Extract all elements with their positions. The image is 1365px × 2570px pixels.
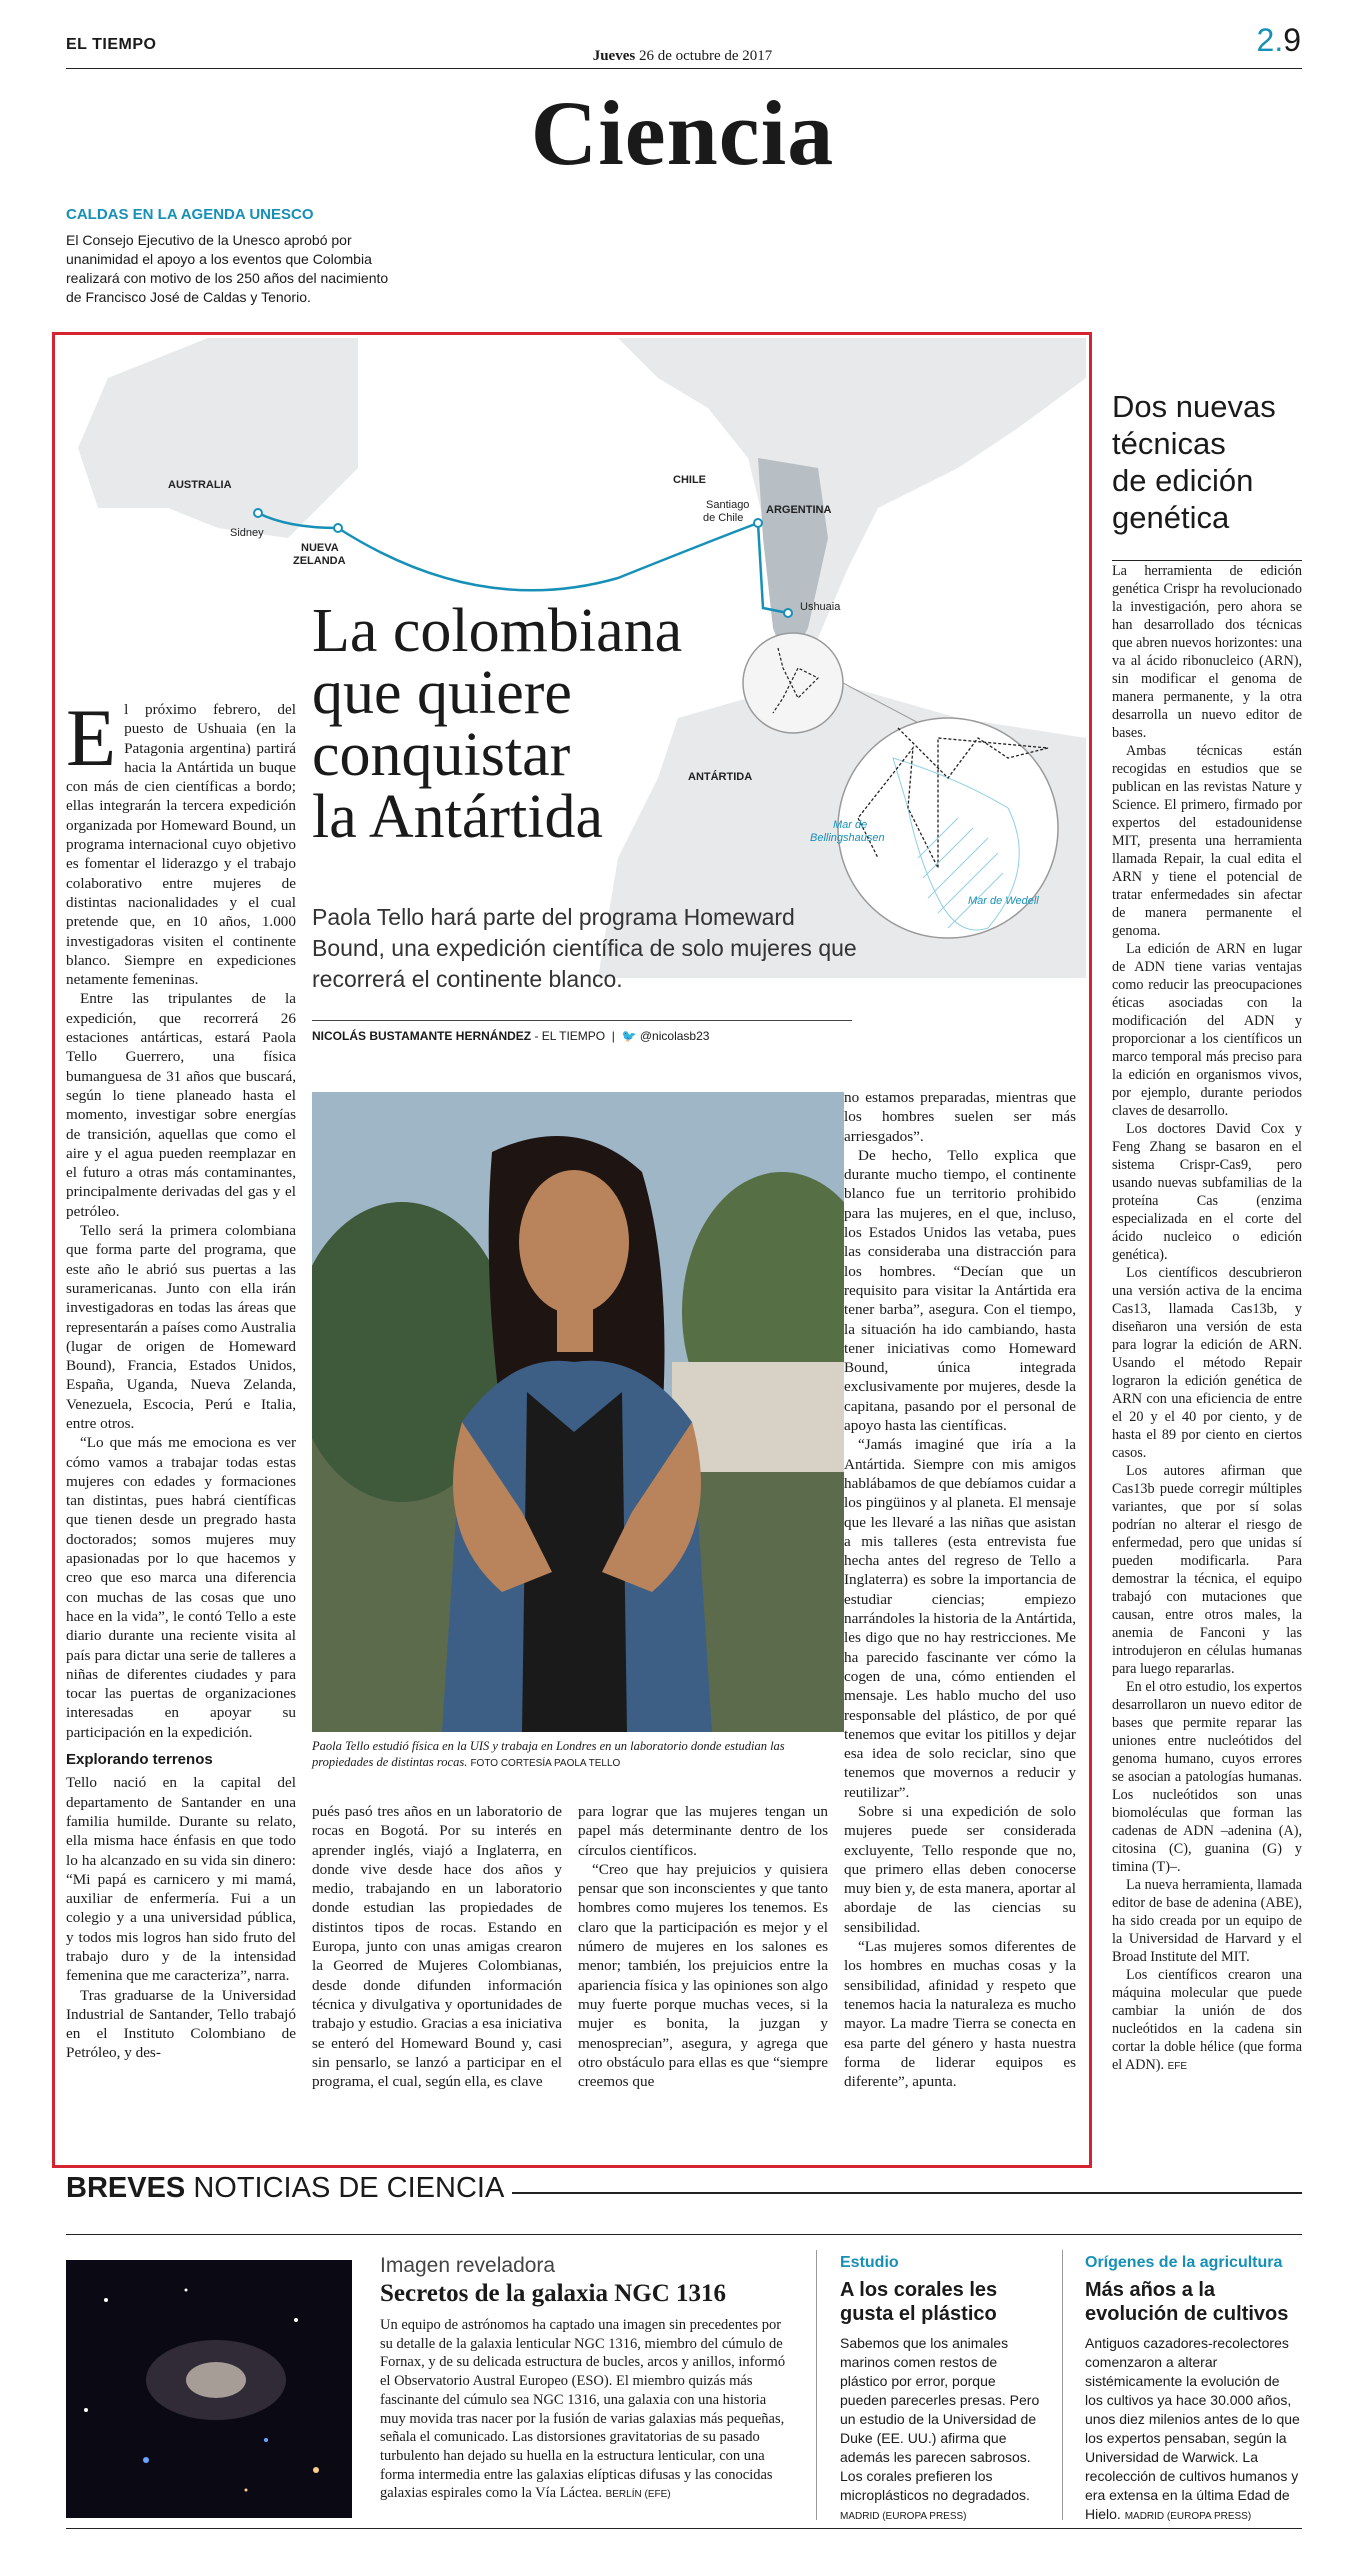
main-column-1: E l próximo febrero, del puesto de Ushuaia (en la Patagonia argentina) partirá hacia la Antártida un buque con más de cien científicas a bordo; ellas integrarán la tercera expedición organizada por Homeward Bound, un programa internacional cuyo objetivo es fomentar el liderazgo y el trabajo colaborativo entre mujeres de distintas nacionalidades y el cual pretende que, en 10 años, 1.000 investigadoras visiten el continente blanco. Siempre en expediciones netamente femeninas. Entre las tripulantes de la expedición, que recorrerá 26 estaciones antárticas, estará Paola Tello Guerrero, una física bumanguesa de 31 años que buscará, según lo tiene planeado hasta el momento, investigar sobre energías de transición, aquellas que como el aire y el agua pueden reemplazar en el futuro a otras más contaminantes, principalmente derivadas del gas y el petróleo. Tello será la primera colombiana que forma parte del programa, que este año le abrió sus puertas a las suramericanas. Junto con ella irán investigadoras en todas las áreas que representarán a países como Australia (lugar de origen de Homeward Bound), Francia, Estados Unidos, España, Uganda, Nueva Zelanda, Venezuela, Escocia, Perú e Italia, entre otros. “Lo que más me emociona es ver cómo vamos a trabajar todas estas mujeres con edades y formaciones tan distintas, pues habrá científicas que tienen desde un pregrado hasta doctorados; somos mujeres muy apasionadas por lo que hacemos y creo que eso marca una diferencia con muchas de las cosas que uno hace en la vida”, le contó Tello a este diario durante una reciente visita al país para dictar una serie de talleres a niñas de diferentes ciudades y para tocar las puertas de organizaciones interesadas en apoyar su participación en la expedición. Explorando terrenos Tello nació en la capital del departamento de Santander en una familia humilde. Durante su relato, ella misma hace énfasis en que todo lo ha alcanzado en su vida sin dinero: “Mi papá es carnicero y mi mamá, auxiliar de enfermería. Fui a un colegio y a una universidad pública, y todos mis logros han sido fruto del trabajo duro y de la intensidad femenina que me caracteriza”, narra. Tras graduarse de la Universidad Industrial de Santander, Tello trabajó en el Instituto Colombiano de Petróleo, y des-	[66, 692, 296, 2062]
breve-1: Imagen reveladora Secretos de la galaxia NGC 1316 Un equipo de astrónomos ha captado una imagen sin precedentes por su detalle de la galaxia lenticular NGC 1316, miembro del cúmulo de Fornax, y de su delicada estructura de bucles, arcos y anillos, informó el Observatorio Austral Europeo (ESO). El miembro quizás más fascinante del cúmulo sea NGC 1316, una galaxia con una historia muy movida tras nacer por la fusión de varias galaxias más pequeñas, señala el comunicado. Las distorsiones gravitatorias de su pasado turbulento han dejado su huella en la estructura lenticular, con una forma intermedia entre las galaxias elípticas difusas y las conocidas galaxias espirales como la Vía Láctea. BERLÍN (EFE)	[380, 2254, 786, 2502]
new-zealand-marker	[334, 524, 342, 532]
main-column-4: no estamos preparadas, mientras que los hombres suelen ser más arriesgados”. De hecho, Tello explica que durante mucho tiempo, el continente blanco fue un territorio prohibido para las mujeres, en el que, incluso, los Estados Unidos las vetaba, pues las consideraba una distracción para los hombres. “Decían que un requisito para visitar la Antártida era tener barba”, asegura. Con el tiempo, la situación ha ido cambiando, hasta tener iniciativas como Homeward Bound, única integrada exclusivamente por mujeres, desde la capitana, pasando por el personal de apoyo hasta las científicas. “Jamás imaginé que iría a la Antártida. Siempre con mis amigos hablábamos de que debíamos cuidar a los pingüinos y al planeta. El mensaje que les llevaré a las niñas que asistan a mis talleres (esta entrevista fue hecha antes del regreso de Tello a Inglaterra) es sobre la importancia de estudiar ciencias; empiezo narrándoles la historia de la Antártida, les digo que no hay restricciones. Me ha parecido fascinante ver cómo la cogen de una, cómo entienden el mensaje. Les hablo mucho del uso responsable del plástico, de por qué tenemos que evitar los pitillos y dejar esa idea de solo reciclar, sino que tenemos que movernos a reducir y reutilizar”. Sobre si una expedición de solo mujeres puede ser considerada excluyente, Tello responde que no, que primero ellas deben conocerse muy bien y, de esta manera, aportar al abordaje de las ciencias su sensibilidad. “Las mujeres somos diferentes de los hombres en muchas cosas y la sensibilidad, afinidad y respeto que tenemos hacia la naturaleza es mucho mayor. La madre Tierra se conecta en esa parte del género y hasta nuestra forma de liderar equipos es diferente”, apunta.	[844, 1089, 1076, 2091]
kicker-title: CALDAS EN LA AGENDA UNESCO	[66, 206, 314, 223]
sidney-marker	[254, 509, 262, 517]
main-deck: Paola Tello hará parte del programa Homeward Bound, una expedición científica de solo mujeres que recorrerá el continente blanco.	[312, 904, 857, 992]
masthead: EL TIEMPO	[66, 36, 157, 53]
label-antartida: ANTÁRTIDA	[688, 771, 753, 783]
sidebar-body: La herramienta de edición genética Crispr ha revolucionado la investigación, pero ahora se han desarrollado dos técnicas que abren nuevos horizontes: una va al ácido ribonucleico (ARN), sin modificar el genoma de manera permanente, y la otra desarrolla un nuevo editor de bases. Ambas técnicas están recogidas en estudios que se publican en las revistas Nature y Science. El primero, firmado por expertos del estadounidense MIT, presenta una herramienta llamada Repair, la cual edita el ARN y tiene el potencial de tratar enfermedades sin afectar de manera permanente el genoma. La edición de ARN en lugar de ADN tiene varias ventajas como reducir las preocupaciones éticas asociadas con la modificación del ADN y proporcionar a los científicos un marco temporal más preciso para la edición en organismos vivos, por ejemplo, durante periodos claves de desarrollo. Los doctores David Cox y Feng Zhang se basaron en el sistema Crispr-Cas9, pero usando nuevas subfamilias de la proteína Cas (enzima especializada en el corte del ácido nucleico o edición genética). Los científicos descubrieron una versión activa de la encima Cas13, llamada Cas13b, y diseñaron una versión de esta para lograr la edición de ARN. Usando el método Repair lograron la edición genética de ARN con una eficiencia de entre el 20 y el 40 por ciento, y de hasta el 89 por ciento en ciertos casos. Los autores afirman que Cas13b puede corregir múltiples variantes, que por sí solas podrían no alterar el riesgo de enfermedad, pero que unidas sí pueden modificarla. Para demostrar la técnica, el equipo trabajó con mutaciones que causan, entre otros males, la anemia de Fanconi y las introdujeron en células humanas para luego repararlas. En el otro estudio, los expertos desarrollaron un nuevo editor de bases que permite reparar las uniones entre nucleótidos del genoma humano, cuyos errores se asocian a patologías humanas. Los nucleótidos son unas biomoléculas que forman las cadenas de ADN –adenina (A), citosina (C), guanina (G) y timina (T)–. La nueva herramienta, llamada editor de base de adenina (ABE), ha sido creada por un equipo de la Universidad de Harvard y el Broad Institute del MIT. Los científicos crearon una máquina molecular que puede cambiar la unión de dos nucleótidos en la cadena sin cortar la doble hélice (que forma el ADN). EFE	[1112, 563, 1302, 2073]
sidebar-rule	[1112, 560, 1302, 561]
label-sidney: Sidney	[230, 527, 264, 539]
label-chile: CHILE	[673, 474, 706, 486]
dateline: Jueves 26 de octubre de 2017	[592, 48, 773, 64]
main-column-2: pués pasó tres años en un laboratorio de rocas en Bogotá. Por su interés en aprender inglés, viajó a Inglaterra, en donde vive desde hace dos años y medio, trabajando en un laboratorio donde estudian las propiedades de distintos tipos de rocas. Estando en Europa, junto con unas amigas crearon la Georred de Mujeres Colombianas, desde donde difunden información técnica y divulgativa y oportunidades de trabajo y estudio. Gracias a esa iniciativa se enteró del Homeward Bound y, casi sin pensarlo, se lanzó a participar en el programa, el cual, según ella, es clave	[312, 1803, 562, 2091]
label-nz2: ZELANDA	[293, 555, 346, 567]
drop-cap: E	[66, 692, 117, 783]
breve-3: Orígenes de la agricultura Más años a la evolución de cultivos Antiguos cazadores-recolectores comenzaron a alterar sistémicamente la evolución de los cultivos ya hace 30.000 años, unos diez milenios antes de lo que los expertos pensaban, según la Universidad de Warwick. La recolección de cultivos humanos y era extensa en la última Edad de Hielo. MADRID (EUROPA PRESS)	[1085, 2254, 1300, 2522]
main-headline: La colombiana que quiere conquistar la Antártida	[312, 597, 683, 851]
label-australia: AUSTRALIA	[168, 479, 232, 491]
label-bell2: Bellingshausen	[810, 832, 885, 844]
sidebar-headline: Dos nuevas técnicas de edición genética	[1112, 389, 1276, 535]
byline: NICOLÁS BUSTAMANTE HERNÁNDEZ - EL TIEMPO | 🐦 @nicolasb23	[312, 1020, 852, 1043]
label-bell1: Mar de	[833, 819, 868, 831]
label-santiago1: Santiago	[706, 499, 750, 511]
breves-rule	[66, 2234, 1302, 2235]
label-ushuaia: Ushuaia	[800, 601, 841, 613]
footer-rule	[66, 2528, 1302, 2529]
santiago-marker	[754, 519, 762, 527]
paola-tello-photo	[312, 1092, 844, 1732]
section-title: Ciencia	[530, 82, 835, 184]
galaxy-image	[66, 2260, 352, 2518]
main-column-3: para lograr que las mujeres tengan un papel más determinante dentro de los círculos científicos. “Creo que hay prejuicios y quisiera pensar que son inconscientes y que tanto hombres como mujeres los tenemos. Es claro que la participación es mejor y el número de mujeres en los salones es menor; también, los prejuicios entre la apariencia física y las opiniones son algo muy fuerte porque muchas veces, si la mujer es bonita, la juzgan y menosprecian”, asegura, y agrega que otro obstáculo para ellas es que “siempre creemos que	[578, 1803, 828, 2091]
top-rule	[66, 68, 1302, 69]
label-nz1: NUEVA	[301, 542, 339, 554]
label-wedell: Mar de Wedell	[968, 895, 1039, 907]
subhead: Explorando terrenos	[66, 1751, 213, 1769]
twitter-icon: 🐦	[621, 1029, 637, 1043]
breve-divider-1	[816, 2250, 817, 2520]
breve-divider-2	[1062, 2250, 1063, 2520]
page-number: 2.9	[1256, 22, 1301, 58]
breve-2: Estudio A los corales les gusta el plástico Sabemos que los animales marinos comen restos de plástico por error, porque pueden parecerles presas. Pero un estudio de la Universidad de Duke (EE. UU.) afirma que además les parecen sabrosos. Los corales prefieren los microplásticos no degradados. MADRID (EUROPA PRESS)	[840, 2254, 1040, 2522]
breves-label: BREVES NOTICIAS DE CIENCIA	[66, 2172, 512, 2205]
label-santiago2: de Chile	[703, 512, 744, 524]
kicker-text: El Consejo Ejecutivo de la Unesco aprobó por unanimidad el apoyo a los eventos que Colombia realizará con motivo de los 250 años del nacimiento de Francisco José de Caldas y Tenorio.	[66, 232, 389, 305]
photo-caption: Paola Tello estudió física en la UIS y trabaja en Londres en un laboratorio donde estudian las propiedades de distintas rocas. FOTO CORTESÍA PAOLA TELLO	[312, 1739, 785, 1769]
label-argentina: ARGENTINA	[766, 504, 832, 516]
australia-shape	[78, 338, 358, 538]
